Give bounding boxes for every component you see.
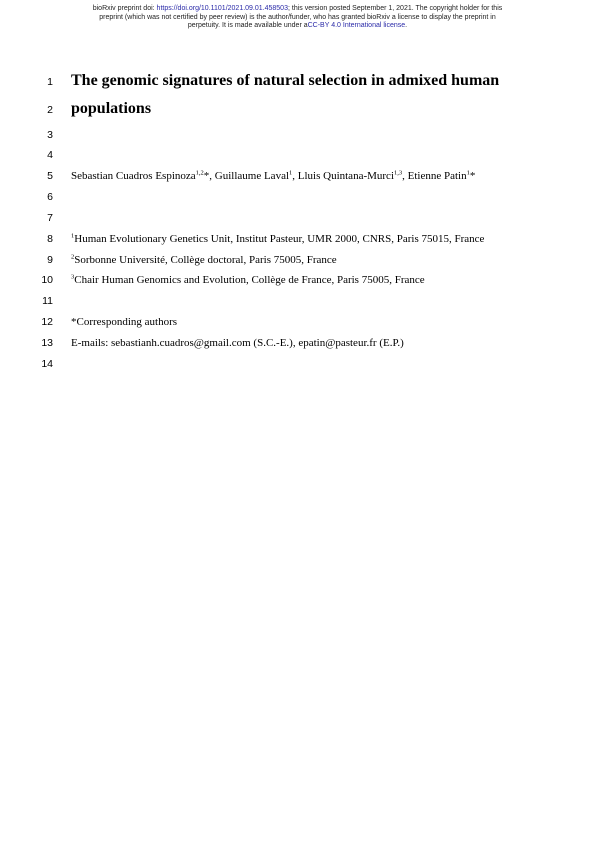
line-number: 5 (47, 170, 53, 182)
manuscript-line (0, 229, 595, 249)
affiliation-3 (71, 270, 425, 290)
author-affiliation: 1 (466, 169, 470, 177)
manuscript-line (0, 250, 595, 270)
affiliation-number: 2 (71, 253, 75, 261)
header-text: ; this version posted September 1, 2021. The copyright holder for this (287, 5, 503, 12)
author-affiliation: 1,3 (394, 169, 403, 177)
line-number: 2 (47, 104, 53, 116)
header-text: . (405, 22, 408, 29)
manuscript-line (0, 145, 595, 165)
corresponding-authors: *Corresponding authors (71, 316, 178, 328)
line-number: 1 (47, 76, 53, 88)
author-marker: * (203, 170, 210, 182)
line-number: 6 (47, 191, 53, 203)
paper-title-line-1: The genomic signatures of natural selection in admixed human (71, 72, 500, 89)
license-link[interactable]: CC-BY 4.0 International license (307, 22, 406, 29)
paper-title-line-2: populations (71, 100, 152, 117)
author-marker: * (469, 170, 476, 182)
manuscript-line (0, 100, 595, 120)
line-number: 7 (47, 212, 53, 224)
line-number: 10 (41, 274, 53, 286)
affiliation-number: 3 (71, 273, 75, 281)
line-number: 12 (41, 316, 53, 328)
preprint-header (50, 5, 545, 31)
doi-link[interactable]: https://doi.org/10.1101/2021.09.01.458503 (156, 5, 288, 12)
line-number: 9 (47, 254, 53, 266)
affiliation-text: Human Evolutionary Genetics Unit, Institut Pasteur, UMR 2000, CNRS, Paris 75015, France (74, 233, 485, 245)
author-affiliation: 1,2 (195, 169, 204, 177)
author-name: Etienne Patin (407, 170, 467, 182)
manuscript-line (0, 166, 595, 186)
affiliation-number: 1 (71, 232, 75, 240)
header-line-2: preprint (which was not certified by peer review) is the author/funder, who has granted bioRxiv a license to display the preprint in (99, 13, 496, 21)
author-emails: E-mails: sebastianh.cuadros@gmail.com (S.C.-E.), epatin@pasteur.fr (E.P.) (71, 337, 404, 349)
manuscript-line (0, 208, 595, 228)
author-name: Guillaume Laval (214, 170, 290, 182)
header-line-1 (50, 5, 545, 14)
line-number: 11 (42, 295, 53, 307)
manuscript-line (0, 72, 595, 92)
affiliation-text: Sorbonne Université, Collège doctoral, Paris 75005, France (74, 254, 337, 266)
header-text: bioRxiv preprint doi: (92, 5, 157, 12)
affiliation-2 (71, 250, 337, 270)
line-number: 14 (41, 358, 53, 370)
author-name: Sebastian Cuadros Espinoza (71, 170, 196, 182)
line-number: 13 (41, 337, 53, 349)
author-name: Lluis Quintana-Murci (297, 170, 394, 182)
author-affiliation: 1 (289, 169, 293, 177)
manuscript-line (0, 354, 595, 374)
manuscript-line (0, 291, 595, 311)
line-number: 8 (47, 233, 53, 245)
manuscript-line (0, 312, 595, 332)
manuscript-line (0, 125, 595, 145)
author-list: Sebastian Cuadros Espinoza$^{1,2}$*, Guillaume Laval$^1$, Lluis Quintana-Murci$^{1,3}$, Etienne Patin$^1$* (71, 169, 476, 182)
header-text: perpetuity. It is made available under a (187, 22, 308, 29)
manuscript-line (0, 270, 595, 290)
header-line-3 (50, 22, 545, 31)
line-number: 4 (47, 149, 53, 161)
affiliation-1 (71, 229, 484, 249)
manuscript-line (0, 333, 595, 353)
affiliation-text: Chair Human Genomics and Evolution, Collège de France, Paris 75005, France (74, 274, 425, 286)
line-number: 3 (47, 129, 53, 141)
manuscript-line (0, 187, 595, 207)
